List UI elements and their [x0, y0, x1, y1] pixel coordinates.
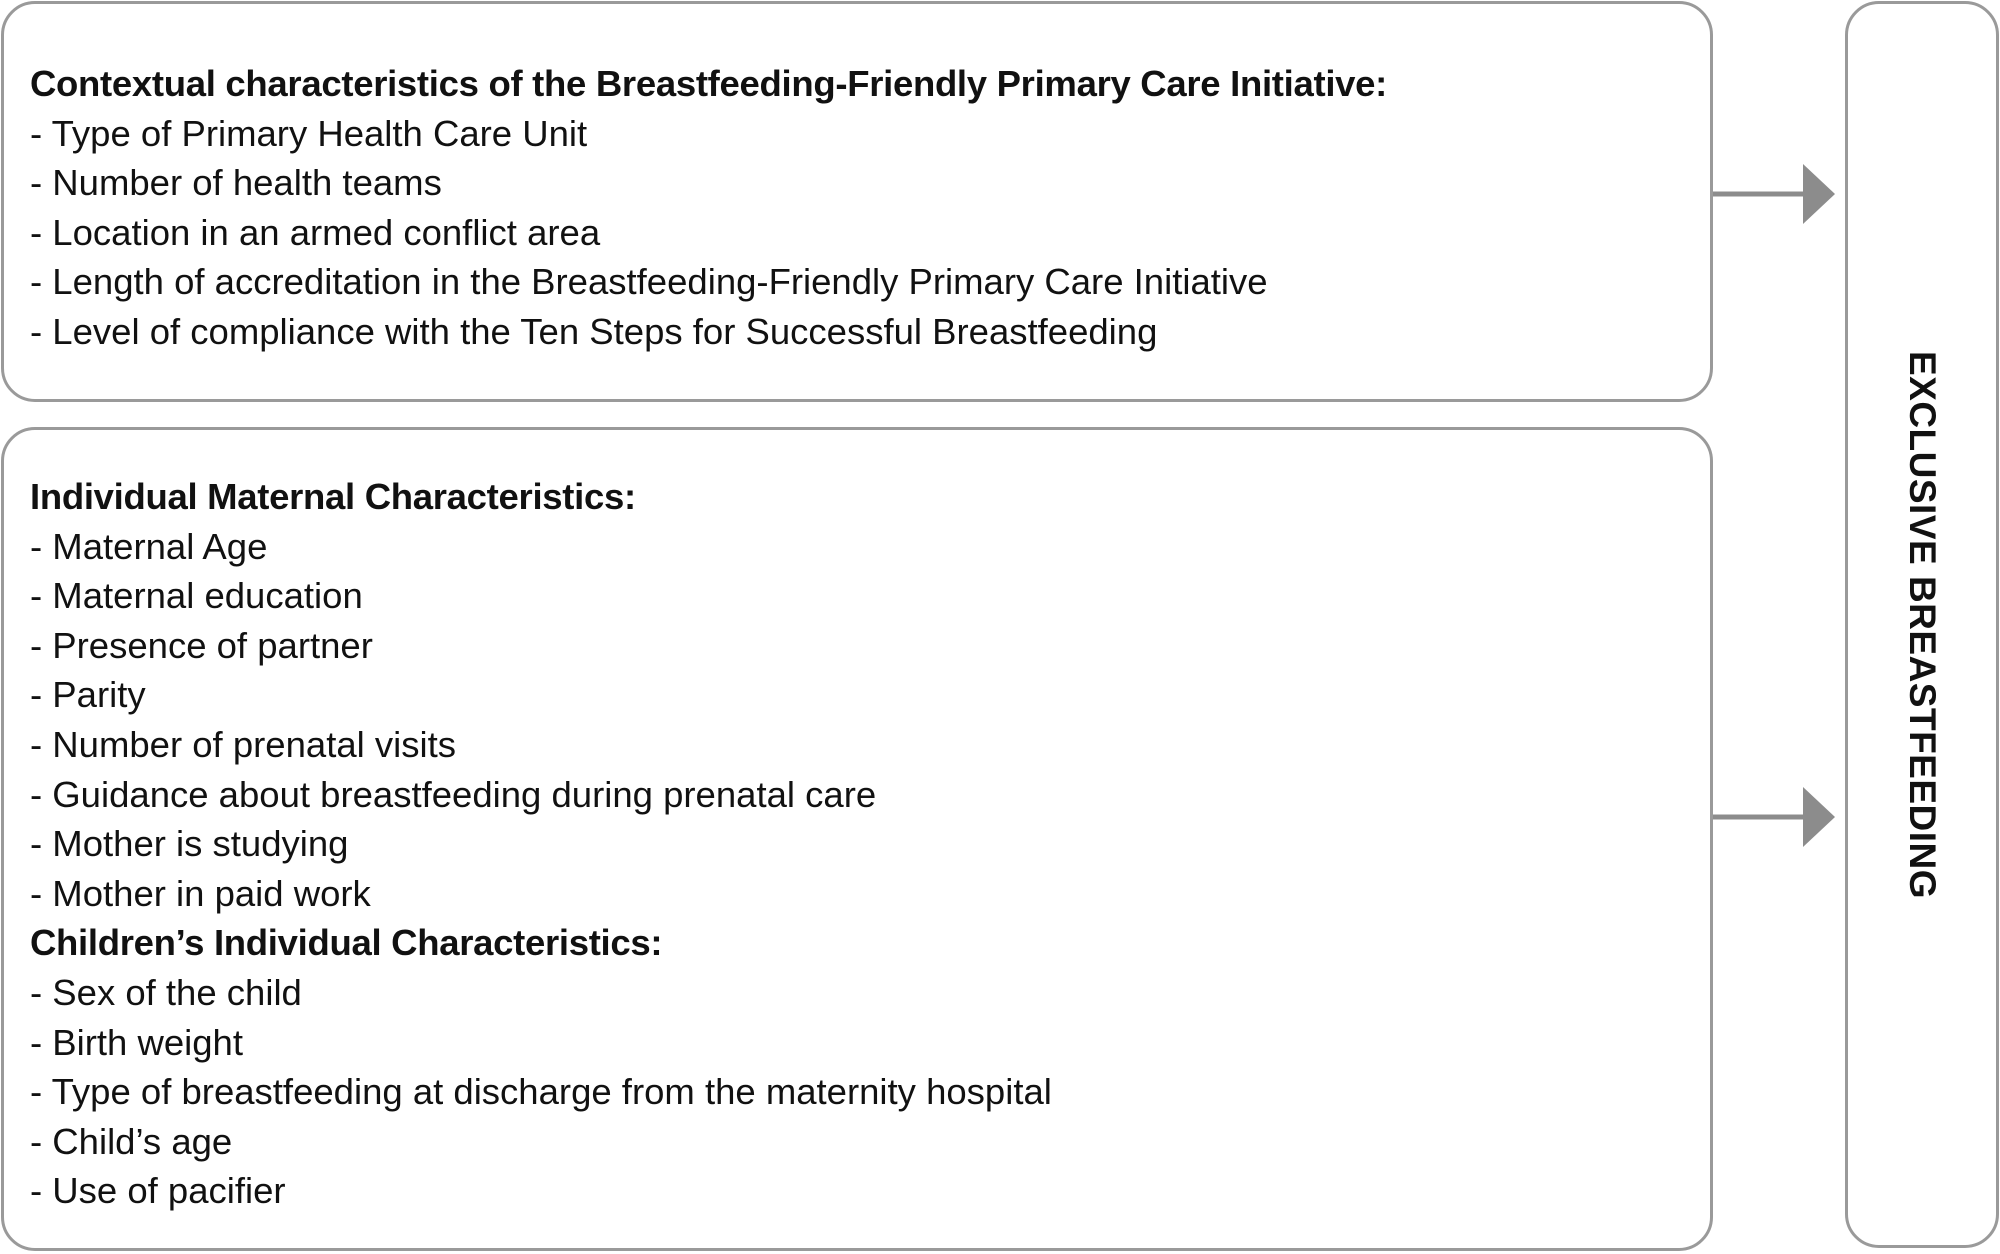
contextual-characteristics-content	[30, 59, 1690, 357]
list-item: - Use of pacifier	[30, 1170, 286, 1212]
list-item: - Level of compliance with the Ten Steps for Successful Breastfeeding	[30, 310, 1158, 352]
individual-characteristics-content	[30, 472, 1690, 1216]
list-item: - Number of prenatal visits	[30, 723, 456, 765]
list-item: - Parity	[30, 674, 146, 716]
list-item: - Mother is studying	[30, 823, 349, 865]
list-item: - Guidance about breastfeeding during prenatal care	[30, 773, 877, 815]
list-item: - Type of breastfeeding at discharge from the maternity hospital	[30, 1071, 1052, 1113]
arrow-right-icon	[1713, 162, 1837, 226]
individual-characteristics-box	[1, 427, 1713, 1251]
contextual-characteristics-heading: Contextual characteristics of the Breastfeeding-Friendly Primary Care Initiative:	[30, 63, 1388, 104]
children-characteristics-list	[30, 968, 1690, 1216]
list-item: - Maternal Age	[30, 525, 268, 567]
list-item: - Child’s age	[30, 1120, 233, 1162]
list-item: - Presence of partner	[30, 624, 373, 666]
children-characteristics-heading: Children’s Individual Characteristics:	[30, 922, 663, 964]
list-item: - Maternal education	[30, 575, 363, 617]
list-item: - Number of health teams	[30, 162, 442, 204]
list-item: - Length of accreditation in the Breastfeeding-Friendly Primary Care Initiative	[30, 261, 1268, 303]
arrow-right-icon	[1713, 785, 1837, 849]
list-item: - Sex of the child	[30, 971, 302, 1013]
list-item: - Birth weight	[30, 1021, 243, 1063]
list-item: - Type of Primary Health Care Unit	[30, 112, 588, 154]
list-item: - Location in an armed conflict area	[30, 211, 601, 253]
list-item: - Mother in paid work	[30, 872, 371, 914]
contextual-characteristics-list	[30, 109, 1690, 357]
maternal-characteristics-list	[30, 522, 1690, 919]
exclusive-breastfeeding-box	[1845, 1, 1999, 1248]
contextual-characteristics-box	[1, 1, 1713, 402]
maternal-characteristics-heading: Individual Maternal Characteristics:	[30, 476, 636, 517]
outcome-label: EXCLUSIVE BREASTFEEDING	[1902, 350, 1943, 899]
